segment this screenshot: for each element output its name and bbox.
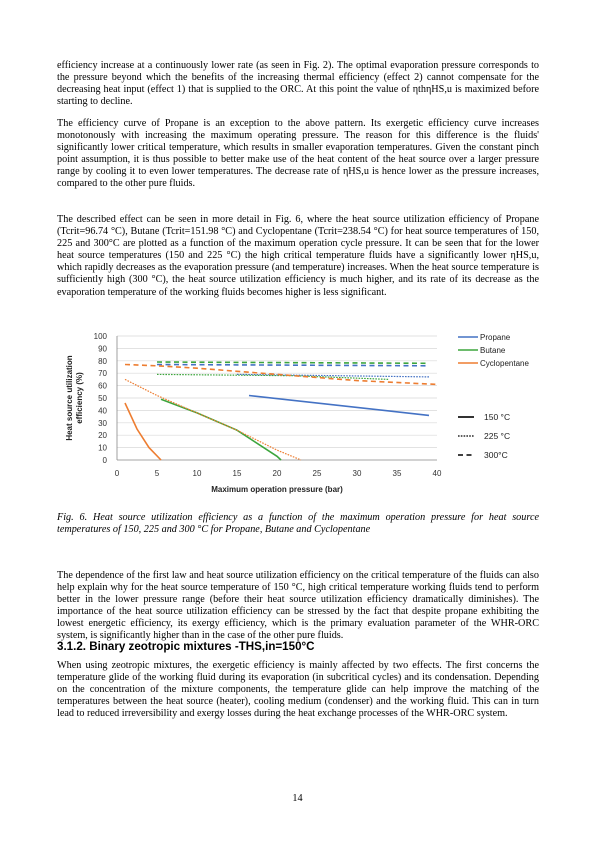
paragraph-5: When using zeotropic mixtures, the exergetic efficiency is mainly affected by two effects. The first concerns the temperature glide of the working fluid during its evaporation (in subcritical cycles) and its condensation. Depending on the concentration of the mixture components, the temperature glide can help improve the matching of the temperatures between the heat source (heater), cooling medium (condenser) and the working fluid. This can in turn lead to reduced irreversibility and exergy losses during the heat exchange processes of the WHR-ORC system. [57,660,539,720]
legend-label-butane: Butane [480,346,506,355]
y-tick-label: 100 [93,332,107,341]
x-tick-label: 0 [114,469,120,478]
section-heading: 3.1.2. Binary zeotropic mixtures -THS,in=150°C [57,640,315,653]
y-axis-title-line-2: efficiency (%) [75,372,84,424]
series-line-butane-dotted [157,374,389,379]
paragraph-2: The efficiency curve of Propane is an exception to the above pattern. Its exergetic efficiency curve increases monotonously with increasing the maximum operating pressure. The reason for this difference is the fluids' significantly lower critical temperature, which results in smaller evaporation temperatures. Given the constant pinch point assumption, it is thus possible to better make use of the heat content of the heat source over a larger pressure range by cooling it to even lower temperatures. The decrease rate of ηHS,u is hence lower as the pressure increases, compared to the other pure fluids. [57,118,539,190]
legend-label-propane: Propane [480,333,511,342]
legend-label-dashed: 300°C [484,450,508,460]
x-tick-label: 10 [192,469,202,478]
series-line-cyclopentane-solid [125,403,161,460]
x-tick-label: 20 [272,469,282,478]
legend-label-solid: 150 °C [484,412,511,422]
paragraph-4: The dependence of the first law and heat source utilization efficiency on the critical temperature of the fluids can also help explain why for the heat source temperature of 150 °C, high critical temperature working fluids tend to perform better in the lower pressure range (before their heat source utilization efficiency dramatically diminishes). The importance of the heat source utilization efficiency can be stressed by the fact that despite propane exhibiting the lowest energetic efficiency, its exergy efficiency, which is the primary evaluation parameter of the WHR-ORC system, is significantly higher than in the case of the other pure fluids. [57,570,539,642]
x-tick-label: 5 [154,469,160,478]
x-tick-label: 15 [232,469,242,478]
x-tick-label: 35 [392,469,402,478]
y-tick-label: 30 [98,418,107,428]
chart-axes [65,332,442,494]
figure-caption: Fig. 6. Heat source utilization efficiency as a function of the maximum operation pressure for heat source temperatures of 150, 225 and 300 °C for Propane, Butane and Cyclopentane [57,512,539,536]
series-line-propane-dotted [237,374,429,377]
y-tick-label: 20 [98,431,107,441]
x-tick-label: 25 [312,469,322,478]
legend-label-cyclopentane: Cyclopentane [480,359,529,368]
y-tick-label: 60 [98,381,107,391]
chart-gridlines [117,336,437,448]
paragraph-1: efficiency increase at a continuously lower rate (as seen in Fig. 2). The optimal evaporation pressure corresponds to the pressure beyond which the benefits of the increasing thermal efficiency (effect 2) cannot compensate for the decreasing heat input (effect 1) that is supplied to the ORC. At this point the value of ηthηHS,u is maximized before starting to decline. [57,60,539,108]
legend-label-dotted: 225 °C [484,431,511,441]
page-number: 14 [292,793,303,804]
y-tick-label: 0 [102,456,107,465]
y-tick-label: 40 [98,406,107,416]
y-tick-label: 10 [98,443,107,453]
y-tick-label: 70 [98,369,107,379]
y-axis-title: Heat source utilization [65,355,74,441]
chart-series-lines [125,362,437,460]
series-line-propane-dashed [157,365,429,366]
paragraph-3: The described effect can be seen in more detail in Fig. 6, where the heat source utilization efficiency of Propane (Tcrit=96.74 °C), Butane (Tcrit=151.98 °C) and Cyclopentane (Tcrit=238.54 °C) for heat source temperatures of 150, 225 and 300°C are plotted as a function of the maximum operation cycle pressure. It can be seen that for the lower heat source temperatures (150 and 225 °C) the high critical temperature fluids have a significantly lower ηHS,u, which rapidly decreases as the evaporation pressure (and temperature) increases. When the heat source temperature is sufficiently high (300 °C), the heat source utilization efficiency is much higher, and its rate of its decrease as the evaporation temperature of the working fluids becomes higher is less significant. [57,214,539,298]
series-line-propane-solid [249,396,429,416]
x-axis-title: Maximum operation pressure (bar) [211,485,343,494]
y-tick-label: 50 [98,394,107,403]
y-tick-label: 90 [98,344,107,354]
y-tick-label: 80 [98,356,107,366]
x-tick-label: 40 [432,469,442,478]
figure-6-chart [0,326,595,506]
x-tick-label: 30 [352,469,362,478]
series-line-butane-dashed [157,362,429,363]
series-line-butane-solid [161,399,281,460]
chart-legend [458,333,529,460]
